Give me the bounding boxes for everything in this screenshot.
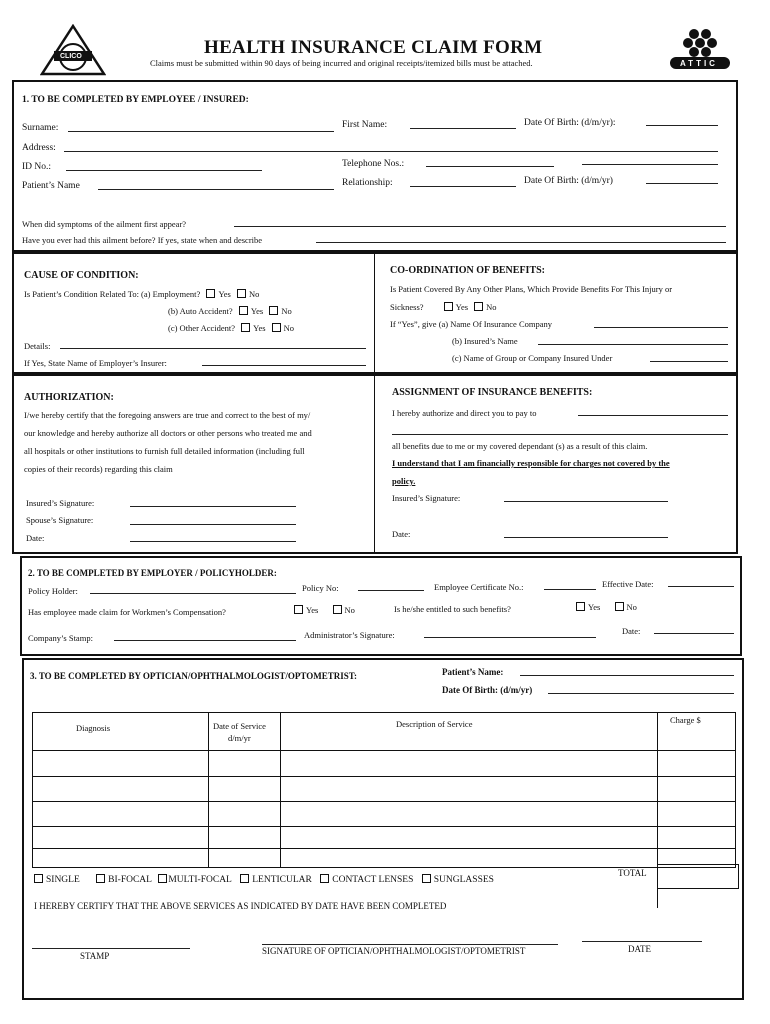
admin-sig-label: Administrator’s Signature:	[304, 630, 395, 640]
lenticular-checkbox[interactable]	[240, 874, 249, 883]
clico-logo	[40, 24, 106, 76]
other-no-checkbox[interactable]	[272, 323, 281, 332]
id-no-label: ID No.:	[22, 162, 52, 172]
yes-label: Yes	[250, 306, 264, 316]
no-label: No	[281, 306, 292, 316]
certify-text: I HEREBY CERTIFY THAT THE ABOVE SERVICES AS INDICATED BY DATE HAVE BEEN COMPLETED	[34, 901, 447, 911]
lens-lenticular: LENTICULAR	[252, 875, 312, 885]
assignment-line4: policy.	[392, 476, 416, 486]
group-name-field[interactable]	[650, 361, 728, 362]
patient-name-field[interactable]	[98, 189, 334, 190]
form-title: HEALTH INSURANCE CLAIM FORM	[204, 37, 543, 58]
details-label: Details:	[24, 341, 51, 351]
symptoms-label: When did symptoms of the ailment first appear?	[22, 219, 187, 229]
admin-sig-field[interactable]	[424, 637, 596, 638]
no-label: No	[248, 289, 260, 299]
authorization-heading: AUTHORIZATION:	[24, 392, 114, 403]
emp-cert-label: Employee Certificate No.:	[434, 582, 524, 592]
divider	[374, 374, 375, 554]
single-checkbox[interactable]	[34, 874, 43, 883]
no-label: No	[283, 323, 295, 333]
cause-employment-label: Is Patient’s Condition Related To: (a) Employment?	[24, 289, 201, 299]
lens-type-options	[30, 874, 494, 886]
other-plan-yes-checkbox[interactable]	[444, 302, 453, 311]
symptoms-field[interactable]	[234, 226, 726, 227]
employment-yes-checkbox[interactable]	[206, 289, 215, 298]
auth-insured-sig-field[interactable]	[130, 506, 296, 507]
assign-insured-sig-field[interactable]	[504, 501, 668, 502]
patient-name-label: Patient’s Name	[22, 181, 80, 191]
other-plan-no-checkbox[interactable]	[474, 302, 483, 311]
pay-to-field-2[interactable]	[392, 434, 728, 435]
s3-patient-name-field[interactable]	[520, 675, 734, 676]
policy-holder-field[interactable]	[90, 593, 296, 594]
address-field[interactable]	[64, 151, 718, 152]
details-field[interactable]	[60, 348, 366, 349]
company-stamp-label: Company’s Stamp:	[28, 633, 93, 643]
table-row[interactable]	[32, 750, 736, 751]
first-name-label: First Name:	[342, 120, 388, 130]
attic-logo-text: ATTIC	[680, 59, 718, 68]
yes-label: Yes	[218, 289, 231, 299]
telephone-field-1[interactable]	[426, 166, 554, 167]
cause-employment-row	[24, 289, 259, 299]
authorization-line3: all hospitals or other institutions to furnish full detailed information (including full	[24, 446, 305, 456]
cause-auto-label: (b) Auto Accident?	[168, 306, 233, 316]
had-before-label: Have you ever had this ailment before? If yes, state when and describe	[22, 235, 263, 245]
col-description: Description of Service	[396, 719, 473, 729]
group-name-label: (c) Name of Group or Company Insured Under	[452, 353, 613, 363]
assignment-line3: I understand that I am financially responsible for charges not covered by the	[392, 458, 670, 468]
attic-logo	[668, 26, 732, 72]
col-charge: Charge $	[670, 715, 701, 725]
dob1-label: Date Of Birth: (d/m/yr):	[524, 118, 616, 128]
yes-label: Yes	[253, 323, 266, 333]
services-table	[32, 712, 736, 868]
assign-date-field[interactable]	[504, 537, 668, 538]
assign-date-label: Date:	[392, 529, 411, 539]
dob1-field[interactable]	[646, 125, 718, 126]
effective-date-label: Effective Date:	[602, 579, 654, 589]
policy-holder-label: Policy Holder:	[28, 586, 78, 596]
dob2-field[interactable]	[646, 183, 718, 184]
sunglasses-checkbox[interactable]	[422, 874, 431, 883]
assignment-heading: ASSIGNMENT OF INSURANCE BENEFITS:	[392, 387, 593, 398]
insurance-company-field[interactable]	[594, 327, 728, 328]
col-divider	[280, 712, 281, 868]
other-yes-checkbox[interactable]	[241, 323, 250, 332]
yes-label: Yes	[588, 602, 601, 612]
table-row[interactable]	[32, 776, 736, 777]
employer-insurer-field[interactable]	[202, 365, 366, 366]
section3-heading: 3. TO BE COMPLETED BY OPTICIAN/OPHTHALMOLOGIST/OPTOMETRIST:	[30, 671, 358, 681]
section2-date-field[interactable]	[654, 633, 734, 634]
contact-lenses-checkbox[interactable]	[320, 874, 329, 883]
stamp-field[interactable]	[32, 948, 190, 949]
s3-dob-label: Date Of Birth: (d/m/yr)	[442, 685, 533, 695]
lens-single: SINGLE	[46, 875, 80, 885]
table-row[interactable]	[32, 826, 736, 827]
col-divider	[208, 712, 209, 868]
entitled-no-checkbox[interactable]	[615, 602, 624, 611]
insured-name-label: (b) Insured’s Name	[452, 336, 518, 346]
lens-contact: CONTACT LENSES	[332, 875, 414, 885]
authorization-line2: our knowledge and hereby authorize all doctors or other persons who treated me and	[24, 428, 312, 438]
total-box[interactable]	[657, 864, 739, 889]
auto-yes-checkbox[interactable]	[239, 306, 248, 315]
pay-to-field[interactable]	[578, 415, 728, 416]
sickness-label: Sickness?	[390, 302, 424, 312]
workmens-options	[290, 605, 355, 615]
entitled-yes-checkbox[interactable]	[576, 602, 585, 611]
policy-no-label: Policy No:	[302, 583, 339, 593]
clico-logo-text: CLICO	[60, 53, 82, 60]
coord-line1: Is Patient Covered By Any Other Plans, Which Provide Benefits For This Injury or	[390, 284, 673, 294]
entitled-options	[572, 602, 637, 612]
auto-no-checkbox[interactable]	[269, 306, 278, 315]
workmens-no-checkbox[interactable]	[333, 605, 342, 614]
address-label: Address:	[22, 143, 56, 153]
assign-insured-sig-label: Insured’s Signature:	[392, 493, 461, 503]
authorization-line4: copies of their records) regarding this claim	[24, 464, 173, 474]
relationship-label: Relationship:	[342, 178, 393, 188]
lens-sunglasses: SUNGLASSES	[433, 875, 494, 885]
authorization-line1: I/we hereby certify that the foregoing answers are true and correct to the best of my/	[24, 410, 311, 420]
spouse-sig-label: Spouse’s Signature:	[26, 515, 94, 525]
cause-other-row	[168, 323, 294, 333]
auth-date-label: Date:	[26, 533, 45, 543]
entitled-label: Is he/she entitled to such benefits?	[394, 604, 511, 614]
policy-no-field[interactable]	[358, 590, 424, 591]
col-date-of-service: Date of Service	[213, 721, 266, 731]
spouse-sig-field[interactable]	[130, 524, 296, 525]
coord-heading: CO-ORDINATION OF BENEFITS:	[390, 265, 546, 276]
employment-no-checkbox[interactable]	[237, 289, 246, 298]
effective-date-field[interactable]	[668, 586, 734, 587]
coord-sickness-row	[390, 302, 497, 312]
signature-field[interactable]	[262, 944, 558, 945]
relationship-field[interactable]	[410, 186, 516, 187]
yes-label: Yes	[455, 302, 469, 312]
s3-dob-field[interactable]	[548, 693, 734, 694]
bifocal-checkbox[interactable]	[96, 874, 105, 883]
first-name-field[interactable]	[410, 128, 516, 129]
no-label: No	[486, 302, 497, 312]
telephone-label: Telephone Nos.:	[342, 159, 405, 169]
multifocal-checkbox[interactable]	[158, 874, 167, 883]
table-row[interactable]	[32, 848, 736, 849]
auth-insured-sig-label: Insured’s Signature:	[26, 498, 95, 508]
cause-heading: CAUSE OF CONDITION:	[24, 270, 139, 281]
date-label: DATE	[628, 944, 651, 954]
form-subtitle: Claims must be submitted within 90 days of being incurred and original receipts/itemized bills must be attached.	[150, 58, 533, 68]
assignment-line1: I hereby authorize and direct you to pay to	[392, 408, 537, 418]
cause-auto-row	[168, 306, 292, 316]
id-no-field[interactable]	[66, 170, 262, 171]
auth-date-field[interactable]	[130, 541, 296, 542]
col-date-format: d/m/yr	[228, 733, 251, 743]
employer-insurer-label: If Yes, State Name of Employer’s Insurer:	[24, 358, 167, 368]
if-yes-label: If “Yes”, give (a) Name Of Insurance Company	[390, 319, 552, 329]
s3-patient-name-label: Patient’s Name:	[442, 667, 504, 677]
col-diagnosis: Diagnosis	[76, 723, 110, 733]
workmens-label: Has employee made claim for Workmen’s Compensation?	[28, 607, 226, 617]
surname-field[interactable]	[68, 131, 334, 132]
divider	[374, 252, 375, 374]
section2-date-label: Date:	[622, 626, 641, 636]
date-field[interactable]	[582, 941, 702, 942]
table-row[interactable]	[32, 801, 736, 802]
yes-label: Yes	[306, 605, 319, 615]
emp-cert-field[interactable]	[544, 589, 596, 590]
insured-name-field[interactable]	[538, 344, 728, 345]
workmens-yes-checkbox[interactable]	[294, 605, 303, 614]
stamp-label: STAMP	[80, 951, 110, 961]
surname-label: Surname:	[22, 123, 59, 133]
cause-other-label: (c) Other Accident?	[168, 323, 236, 333]
had-before-field[interactable]	[316, 242, 726, 243]
no-label: No	[344, 605, 355, 615]
assignment-line2: all benefits due to me or my covered dependant (s) as a result of this claim.	[392, 441, 648, 451]
telephone-field-2[interactable]	[582, 164, 718, 165]
total-label: TOTAL	[618, 868, 647, 878]
signature-label: SIGNATURE OF OPTICIAN/OPHTHALMOLOGIST/OPTOMETRIST	[262, 946, 526, 956]
no-label: No	[626, 602, 637, 612]
lens-multifocal: MULTI-FOCAL	[168, 875, 232, 885]
section1-heading: 1. TO BE COMPLETED BY EMPLOYEE / INSURED:	[22, 95, 249, 105]
company-stamp-field[interactable]	[114, 640, 296, 641]
lens-bifocal: BI-FOCAL	[108, 875, 152, 885]
dob2-label: Date Of Birth: (d/m/yr)	[524, 176, 613, 186]
section2-heading: 2. TO BE COMPLETED BY EMPLOYER / POLICYHOLDER:	[28, 568, 277, 578]
